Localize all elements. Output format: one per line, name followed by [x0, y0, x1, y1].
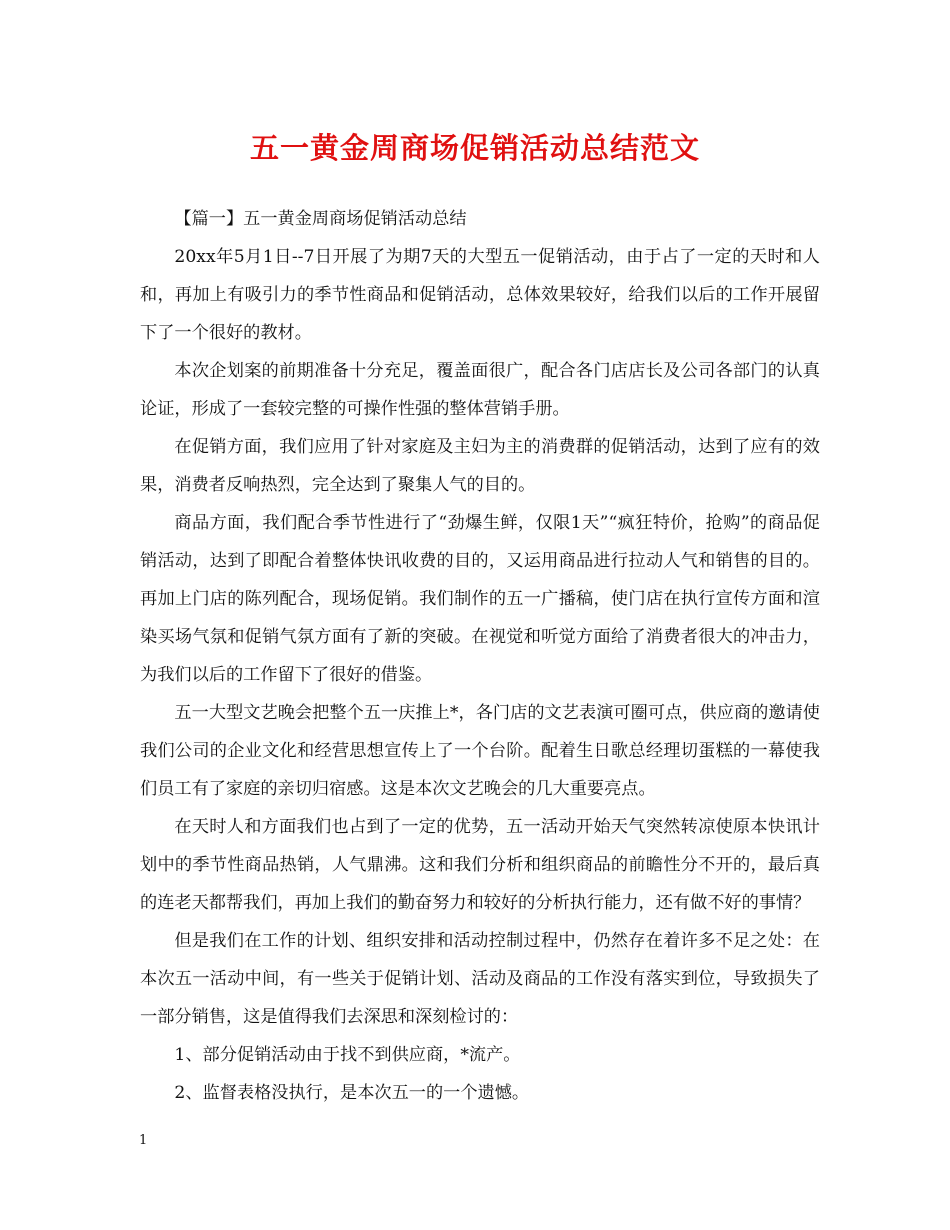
paragraph: 在天时人和方面我们也占到了一定的优势，五一活动开始天气突然转凉使原本快讯计划中的季节性商品热销，人气鼎沸。这和我们分析和组织商品的前瞻性分不开的，最后真的连老天都帮我们，再加上我们的勤奋努力和较好的分析执行能力，还有做不好的事情？	[140, 817, 820, 913]
section-heading: 【篇一】五一黄金周商场促销活动总结	[174, 209, 467, 229]
list-item: 1、部分促销活动由于找不到供应商，*流产。	[174, 1045, 521, 1065]
paragraph: 五一大型文艺晚会把整个五一庆推上*，各门店的文艺表演可圈可点，供应商的邀请使我们公司的企业文化和经营思想宣传上了一个台阶。配着生日歌总经理切蛋糕的一幕使我们员工有了家庭的亲切归宿感。这是本次文艺晚会的几大重要亮点。	[140, 703, 820, 799]
list-item: 2、监督表格没执行，是本次五一的一个遗憾。	[174, 1083, 530, 1103]
document-body	[140, 200, 820, 1112]
paragraph: 商品方面，我们配合季节性进行了“劲爆生鲜，仅限1天”“疯狂特价，抢购”的商品促销活动，达到了即配合着整体快讯收费的目的，又运用商品进行拉动人气和销售的目的。再加上门店的陈列配合，现场促销。我们制作的五一广播稿，使门店在执行宣传方面和渲染买场气氛和促销气氛方面有了新的突破。在视觉和听觉方面给了消费者很大的冲击力，为我们以后的工作留下了很好的借鉴。	[140, 513, 820, 685]
paragraph: 但是我们在工作的计划、组织安排和活动控制过程中，仍然存在着许多不足之处：在本次五一活动中间，有一些关于促销计划、活动及商品的工作没有落实到位，导致损失了一部分销售，这是值得我们去深思和深刻检讨的：	[140, 931, 820, 1027]
paragraph: 在促销方面，我们应用了针对家庭及主妇为主的消费群的促销活动，达到了应有的效果，消费者反响热烈，完全达到了聚集人气的目的。	[140, 437, 820, 495]
page-number: 1	[139, 1133, 148, 1148]
paragraph: 20xx年5月1日--7日开展了为期7天的大型五一促销活动，由于占了一定的天时和人和，再加上有吸引力的季节性商品和促销活动，总体效果较好，给我们以后的工作开展留下了一个很好的教材。	[140, 247, 820, 343]
paragraph: 本次企划案的前期准备十分充足，覆盖面很广，配合各门店店长及公司各部门的认真论证，形成了一套较完整的可操作性强的整体营销手册。	[140, 361, 820, 419]
document-title: 五一黄金周商场促销活动总结范文	[249, 131, 700, 165]
